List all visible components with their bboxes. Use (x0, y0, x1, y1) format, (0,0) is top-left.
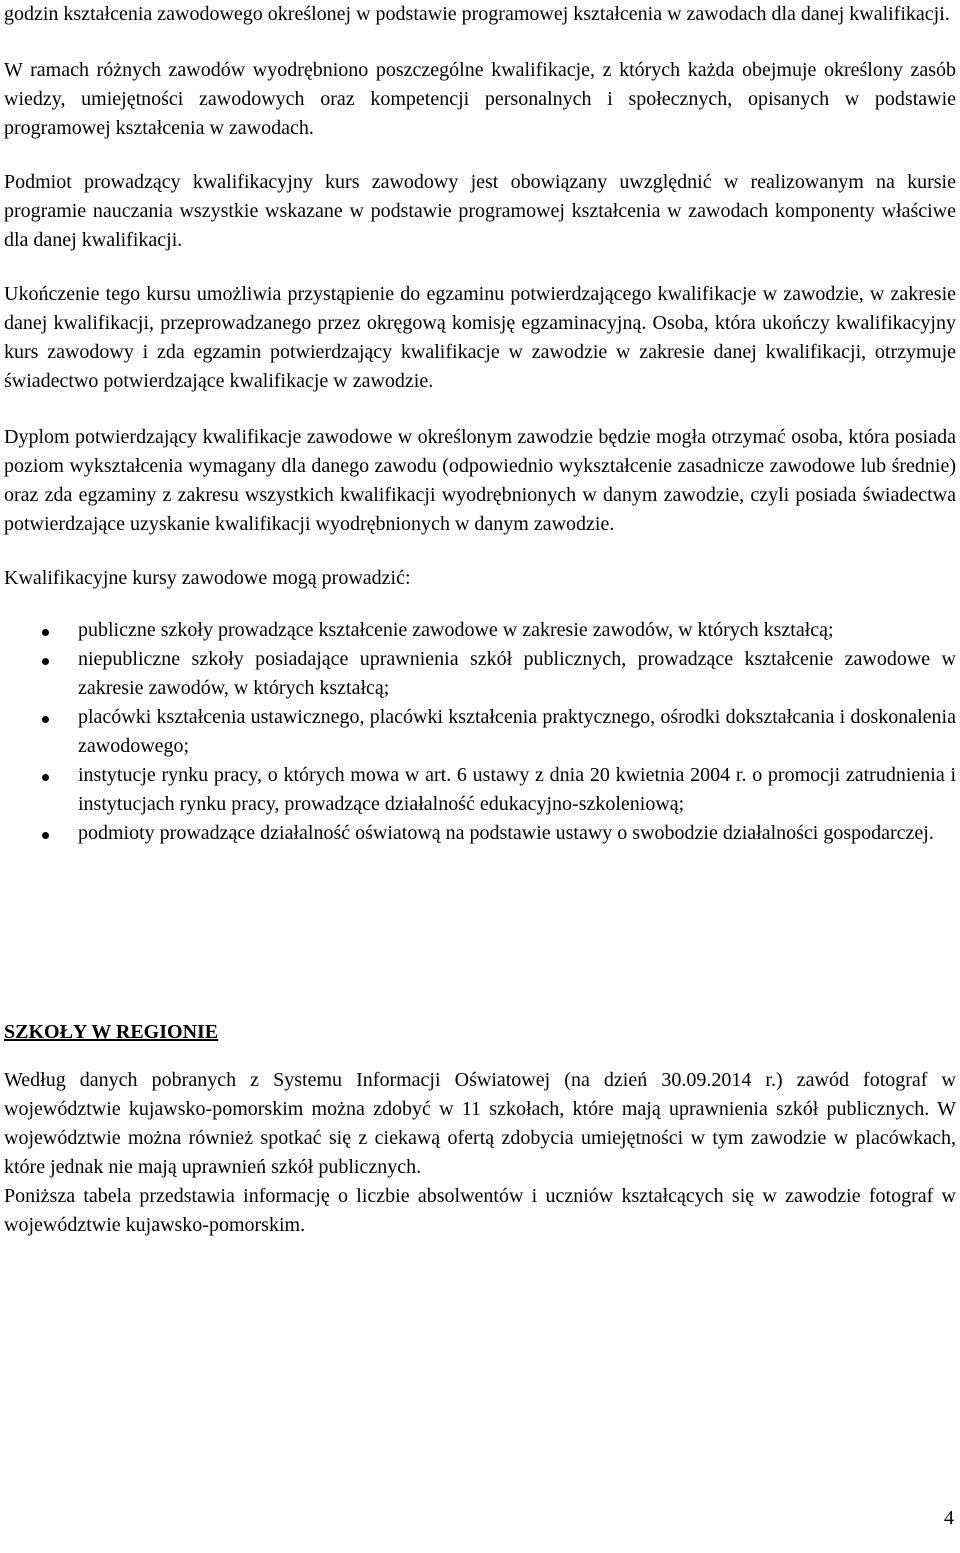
paragraph-schools: Według danych pobranych z Systemu Informacji Oświatowej (na dzień 30.09.2014 r.) zawód fotograf w województwie kujawsko-pomorskim można zdobyć w 11 szkołach, które mają uprawnienia szkół publicznych. W województwie można również spotkać się z ciekawą ofertą zdobycia umiejętności w tym zawodzie w placówkach, które jednak nie mają uprawnień szkół publicznych. (4, 1069, 956, 1178)
paragraph-qualifications: W ramach różnych zawodów wyodrębniono poszczególne kwalifikacje, z których każda obejmuje określony zasób wiedzy, umiejętności zawodowych oraz kompetencji personalnych i społecznych, opisanych w podstawie programowej kształcenia w zawodach. (4, 59, 956, 139)
paragraph-diploma: Dyplom potwierdzający kwalifikacje zawodowe w określonym zawodzie będzie mogła otrzymać osoba, która posiada poziom wykształcenia wymagany dla danego zawodu (odpowiednio wykształcenie zasadnicze zawodowe lub średnie) oraz zda egzaminy z zakresu wszystkich kwalifikacji wyodrębnionych w danym zawodzie, czyli posiada świadectwa potwierdzające uzyskanie kwalifikacji wyodrębnionych w danym zawodzie. (4, 426, 956, 535)
paragraph-table-intro: Poniższa tabela przedstawia informację o liczbie absolwentów i uczniów kształcących się w zawodzie fotograf w województwie kujawsko-pomorskim. (4, 1185, 956, 1236)
bullet-icon (42, 629, 49, 636)
provider-list (4, 616, 956, 848)
paragraph-course-provider: Podmiot prowadzący kwalifikacyjny kurs zawodowy jest obowiązany uwzględnić w realizowanym na kursie programie nauczania wszystkie wskazane w podstawie programowej kształcenia w zawodach komponenty właściwe dla danej kwalifikacji. (4, 171, 956, 251)
bullet-icon (42, 716, 49, 723)
list-item: publiczne szkoły prowadzące kształcenie zawodowe w zakresie zawodów, w których kształcą; (4, 616, 956, 645)
bullet-icon (42, 832, 49, 839)
page-number: 4 (944, 1507, 954, 1529)
list-item: placówki kształcenia ustawicznego, placówki kształcenia praktycznego, ośrodki dokształcania i doskonalenia zawodowego; (4, 703, 956, 761)
list-item: instytucje rynku pracy, o których mowa w art. 6 ustawy z dnia 20 kwietnia 2004 r. o promocji zatrudnienia i instytucjach rynku pracy, prowadzące działalność edukacyjno-szkoleniową; (4, 761, 956, 819)
bullet-icon (42, 774, 49, 781)
paragraph-continuation: godzin kształcenia zawodowego określonej w podstawie programowej kształcenia w zawodach dla danej kwalifikacji. (4, 3, 950, 25)
paragraph-exam: Ukończenie tego kursu umożliwia przystąpienie do egzaminu potwierdzającego kwalifikacje w zawodzie, w zakresie danej kwalifikacji, przeprowadzanego przez okręgową komisję egzaminacyjną. Osoba, która ukończy kwalifikacyjny kurs zawodowy i zda egzamin potwierdzający kwalifikacje w zawodzie w zakresie danej kwalifikacji, otrzymuje świadectwo potwierdzające kwalifikacje w zawodzie. (4, 283, 956, 392)
document-page (4, 0, 956, 1240)
bullet-icon (42, 658, 49, 665)
list-item: podmioty prowadzące działalność oświatową na podstawie ustawy o swobodzie działalności gospodarczej. (4, 819, 956, 848)
section-heading: SZKOŁY W REGIONIE (4, 1021, 219, 1043)
paragraph-list-intro: Kwalifikacyjne kursy zawodowe mogą prowadzić: (4, 567, 411, 589)
list-item: niepubliczne szkoły posiadające uprawnienia szkół publicznych, prowadzące kształcenie zawodowe w zakresie zawodów, w których kształcą; (4, 645, 956, 703)
